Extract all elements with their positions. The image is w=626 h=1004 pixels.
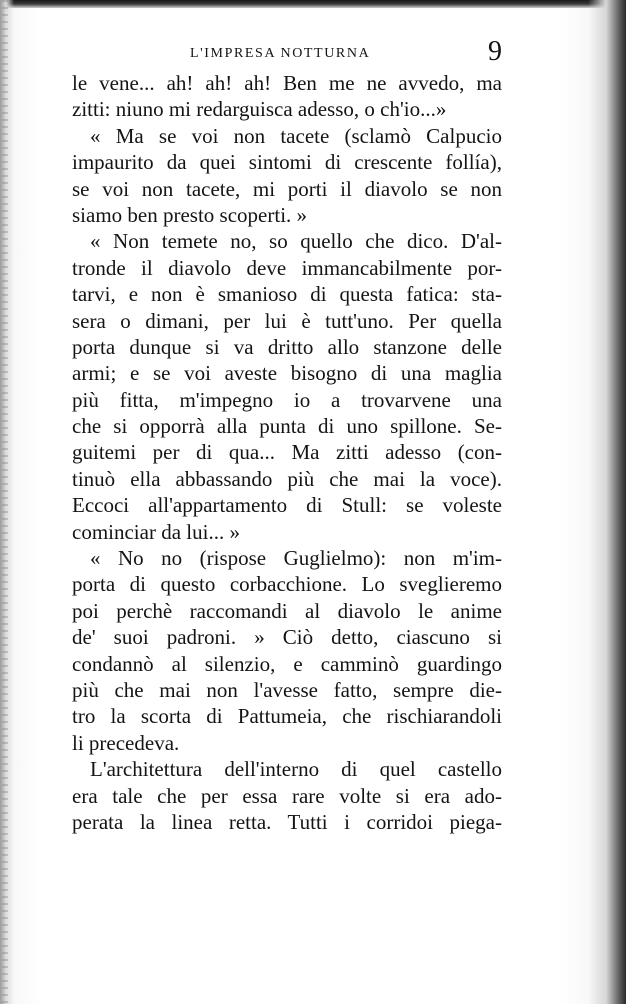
text-line: tinuò ella abbassando più che mai la voce). xyxy=(72,466,502,491)
text-line: impaurito da quei sintomi di crescente follía), xyxy=(72,150,502,175)
text-line: Eccoci all'appartamento di Stull: se voleste xyxy=(72,493,502,518)
text-line: « Non temete no, so quello che dico. D'al- xyxy=(90,229,502,254)
text-line: de' suoi padroni. » Ciò detto, ciascuno si xyxy=(72,625,502,650)
text-line: cominciar da lui... » xyxy=(72,519,240,544)
text-line: zitti: niuno mi redarguisca adesso, o ch'io...» xyxy=(72,97,447,122)
text-line: perata la linea retta. Tutti i corridoi piega- xyxy=(72,809,502,834)
running-title: L'IMPRESA NOTTURNA xyxy=(190,46,371,61)
text-line: tro la scorta di Pattumeia, che rischiarandoli xyxy=(72,704,502,729)
text-line: porta di questo corbacchione. Lo sveglieremo xyxy=(72,572,502,597)
text-line: condannò al silenzio, e camminò guardingo xyxy=(72,651,502,676)
text-line: che si opporrà alla punta di uno spillone. Se- xyxy=(72,414,502,439)
text-line: armi; e se voi aveste bisogno di una maglia xyxy=(72,361,502,386)
text-line: li precedeva. xyxy=(72,730,180,755)
text-line: tarvi, e non è smanioso di questa fatica: sta- xyxy=(72,282,502,307)
text-line: sera o dimani, per lui è tutt'uno. Per quella xyxy=(72,308,502,333)
text-line: se voi non tacete, mi porti il diavolo se non xyxy=(72,176,502,201)
text-line: poi perchè raccomandi al diavolo le anime xyxy=(72,598,502,623)
body-text xyxy=(72,70,502,835)
text-line: più fitta, m'impegno io a trovarvene una xyxy=(72,387,502,412)
page-right-edge xyxy=(588,0,626,1004)
text-line: porta dunque si va dritto allo stanzone delle xyxy=(72,334,502,359)
page-top-edge xyxy=(0,0,626,8)
text-line: L'architettura dell'interno di quel castello xyxy=(90,757,502,782)
text-line: tronde il diavolo deve immancabilmente por- xyxy=(72,255,502,280)
page-number: 9 xyxy=(488,36,502,67)
text-line: « No no (rispose Guglielmo): non m'im- xyxy=(90,546,502,571)
text-line: « Ma se voi non tacete (sclamò Calpucio xyxy=(90,123,502,148)
text-line: siamo ben presto scoperti. » xyxy=(72,202,308,227)
text-line: le vene... ah! ah! ah! Ben me ne avvedo, ma xyxy=(72,71,502,95)
text-line: era tale che per essa rare volte si era ado- xyxy=(72,783,502,808)
text-line: guitemi per di qua... Ma zitti adesso (con- xyxy=(72,440,502,465)
binding-holes xyxy=(2,0,8,1004)
text-line: più che mai non l'avesse fatto, sempre die- xyxy=(72,677,502,702)
page-header xyxy=(70,36,502,70)
